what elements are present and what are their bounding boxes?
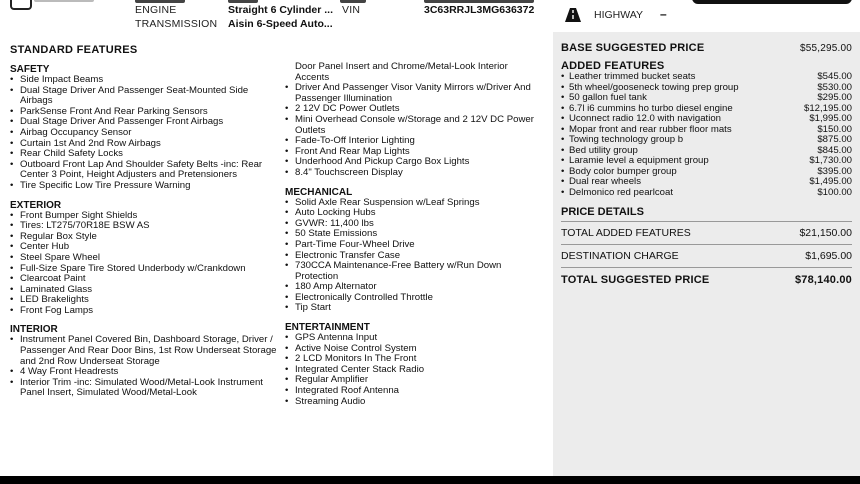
feature-item: • Active Noise Control System [285, 344, 540, 355]
option-price: $845.00 [817, 144, 852, 156]
feature-item: • 50 State Emissions [285, 229, 540, 240]
feature-item: • Front And Rear Map Lights [285, 147, 540, 158]
feature-item-continuation: Door Panel Insert and Chrome/Metal-Look Interior Accents [295, 61, 508, 83]
divider [561, 221, 852, 222]
feature-group-entertainment [285, 322, 540, 407]
feature-item: • Tire Specific Low Tire Pressure Warning [10, 181, 278, 192]
total-added-label: TOTAL ADDED FEATURES [561, 227, 691, 239]
total-price-row [561, 271, 852, 289]
feature-item: • Interior Trim -inc: Simulated Wood/Metal-Look Instrument Panel Insert, Simulated Wood/Metal-Look [10, 378, 278, 399]
feature-item: • Steel Spare Wheel [10, 253, 278, 264]
total-price-label: TOTAL SUGGESTED PRICE [561, 274, 710, 286]
feature-item: • Instrument Panel Covered Bin, Dashboard Storage, Driver / Passenger And Rear Door Bins, 1st Row Underseat Storage and 2nd Row Underseat Storage [10, 335, 278, 367]
feature-item: • Front Fog Lamps [10, 306, 278, 317]
option-row [561, 72, 852, 83]
option-name: • Towing technology group b [561, 135, 683, 146]
added-features-title: ADDED FEATURES [561, 60, 665, 72]
feature-group-mechanical [285, 187, 540, 315]
feature-category-title: MECHANICAL [285, 186, 353, 198]
standard-features-title: STANDARD FEATURES [10, 44, 138, 56]
engine-label: ENGINE [135, 4, 177, 16]
feature-item: • LED Brakelights [10, 295, 278, 306]
feature-item: • 730CCA Maintenance-Free Battery w/Run Down Protection [285, 261, 540, 282]
price-details-title: PRICE DETAILS [561, 206, 644, 218]
feature-item: • 8.4" Touchscreen Display [285, 168, 540, 179]
features-column-right [285, 62, 540, 407]
brand-logo-icon [10, 0, 32, 10]
highway-road-icon [565, 6, 581, 22]
engine-value: Straight 6 Cylinder ... [228, 4, 334, 16]
feature-item: • Dual Stage Driver And Passenger Front Airbags [10, 117, 278, 128]
total-added-row [561, 225, 852, 241]
destination-row [561, 248, 852, 264]
option-name: • Leather trimmed bucket seats [561, 72, 695, 83]
option-name: • 50 gallon fuel tank [561, 93, 647, 104]
option-name: • 6.7l i6 cummins ho turbo diesel engine [561, 104, 733, 115]
option-price: $1,495.00 [809, 176, 852, 187]
feature-category-title: ENTERTAINMENT [285, 322, 370, 334]
feature-item: • ParkSense Front And Rear Parking Sensors [10, 107, 278, 118]
bottom-edge-bar [0, 476, 860, 484]
feature-group-safety [10, 64, 278, 192]
clipped-spec-value [340, 0, 366, 3]
feature-item: • Tires: LT275/70R18E BSW AS [10, 221, 278, 232]
feature-item: • Rear Child Safety Locks [10, 149, 278, 160]
clipped-spec-value [424, 0, 534, 3]
feature-item: • Solid Axle Rear Suspension w/Leaf Springs [285, 198, 540, 209]
feature-item: • Clearcoat Paint [10, 274, 278, 285]
destination-label: DESTINATION CHARGE [561, 250, 679, 262]
transmission-label: TRANSMISSION [135, 18, 218, 30]
destination-value: $1,695.00 [805, 250, 852, 262]
feature-item: • Integrated Center Stack Radio [285, 365, 540, 376]
feature-item: • GVWR: 11,400 lbs [285, 219, 540, 230]
option-price: $875.00 [817, 134, 852, 145]
option-name: • Laramie level a equipment group [561, 156, 709, 167]
option-price: $150.00 [817, 123, 852, 135]
feature-category-title: SAFETY [10, 64, 50, 75]
feature-item: • Center Hub [10, 242, 278, 253]
feature-item: • Airbag Occupancy Sensor [10, 128, 278, 139]
feature-item: • 2 LCD Monitors In The Front [285, 354, 540, 365]
feature-item: • Mini Overhead Console w/Storage and 2 12V DC Power Outlets [285, 115, 540, 136]
clipped-spec-label [135, 0, 185, 3]
option-price: $100.00 [817, 186, 852, 198]
feature-item: • Full-Size Spare Tire Stored Underbody w/Crankdown [10, 264, 278, 275]
feature-item: • 4 Way Front Headrests [10, 367, 278, 378]
clipped-header-box [692, 0, 852, 4]
base-price-row [561, 42, 852, 54]
option-name: • Body color bumper group [561, 167, 677, 178]
feature-item: • Part-Time Four-Wheel Drive [285, 240, 540, 251]
option-price: $1,995.00 [809, 113, 852, 124]
option-name: • Mopar front and rear rubber floor mats [561, 125, 732, 136]
feature-item: • Outboard Front Lap And Shoulder Safety Belts -inc: Rear Center 3 Point, Height Adjusters and Pretensioners [10, 160, 278, 181]
feature-item: • Laminated Glass [10, 285, 278, 296]
base-price-label: BASE SUGGESTED PRICE [561, 42, 705, 54]
feature-item: • Integrated Roof Antenna [285, 386, 540, 397]
feature-item: • GPS Antenna Input [285, 333, 540, 344]
option-name: • 5th wheel/gooseneck towing prep group [561, 83, 739, 94]
feature-item: • Dual Stage Driver And Passenger Seat-Mounted Side Airbags [10, 86, 278, 107]
base-price-value: $55,295.00 [799, 43, 852, 54]
feature-item: • Auto Locking Hubs [285, 208, 540, 219]
feature-item: • Front Bumper Sight Shields [10, 211, 278, 222]
feature-group-exterior [10, 200, 278, 317]
option-row [561, 177, 852, 188]
option-price: $395.00 [817, 165, 852, 177]
option-row [561, 156, 852, 167]
feature-item: • 2 12V DC Power Outlets [285, 104, 540, 115]
option-price: $1,730.00 [809, 155, 852, 166]
brand-wordmark [34, 0, 94, 2]
feature-group-interior [10, 324, 278, 399]
feature-item: • Curtain 1st And 2nd Row Airbags [10, 139, 278, 150]
feature-item: • Electronic Transfer Case [285, 251, 540, 262]
option-row [561, 114, 852, 125]
features-column-left [10, 62, 278, 399]
vin-label: VIN [342, 4, 361, 16]
feature-item: • Electronically Controlled Throttle [285, 293, 540, 304]
feature-item: • Fade-To-Off Interior Lighting [285, 136, 540, 147]
divider [561, 244, 852, 245]
option-price: $530.00 [817, 81, 852, 93]
option-name: • Delmonico red pearlcoat [561, 188, 673, 199]
feature-item: • Underhood And Pickup Cargo Box Lights [285, 157, 540, 168]
total-price-value: $78,140.00 [794, 274, 852, 286]
feature-item: • 180 Amp Alternator [285, 282, 540, 293]
option-price: $295.00 [817, 92, 852, 103]
transmission-value: Aisin 6-Speed Auto... [228, 18, 333, 30]
feature-item: • Regular Box Style [10, 232, 278, 243]
feature-item: • Side Impact Beams [10, 75, 278, 86]
pricing-panel [553, 32, 860, 476]
option-name: • Bed utility group [561, 146, 638, 157]
added-features-list [561, 72, 852, 198]
feature-item: • Streaming Audio [285, 397, 540, 408]
vin-value: 3C63RRJL3MG636372 [424, 4, 535, 16]
option-name: • Uconnect radio 12.0 with navigation [561, 114, 721, 125]
option-row [561, 93, 852, 104]
feature-item: • Regular Amplifier [285, 375, 540, 386]
total-added-value: $21,150.00 [799, 227, 852, 239]
option-row [561, 135, 852, 146]
feature-category-title: EXTERIOR [10, 199, 62, 211]
feature-item: • Tip Start [285, 303, 540, 314]
divider [561, 267, 852, 268]
option-price: $12,195.00 [803, 102, 852, 114]
highway-mpg-label: HIGHWAY [594, 9, 643, 21]
feature-category-title: INTERIOR [10, 324, 58, 336]
option-name: • Dual rear wheels [561, 177, 641, 188]
option-row [561, 188, 852, 199]
clipped-spec-value [228, 0, 258, 3]
option-price: $545.00 [817, 71, 852, 82]
highway-mpg-value: – [660, 7, 667, 21]
feature-item: • Driver And Passenger Visor Vanity Mirrors w/Driver And Passenger Illumination [285, 83, 540, 104]
